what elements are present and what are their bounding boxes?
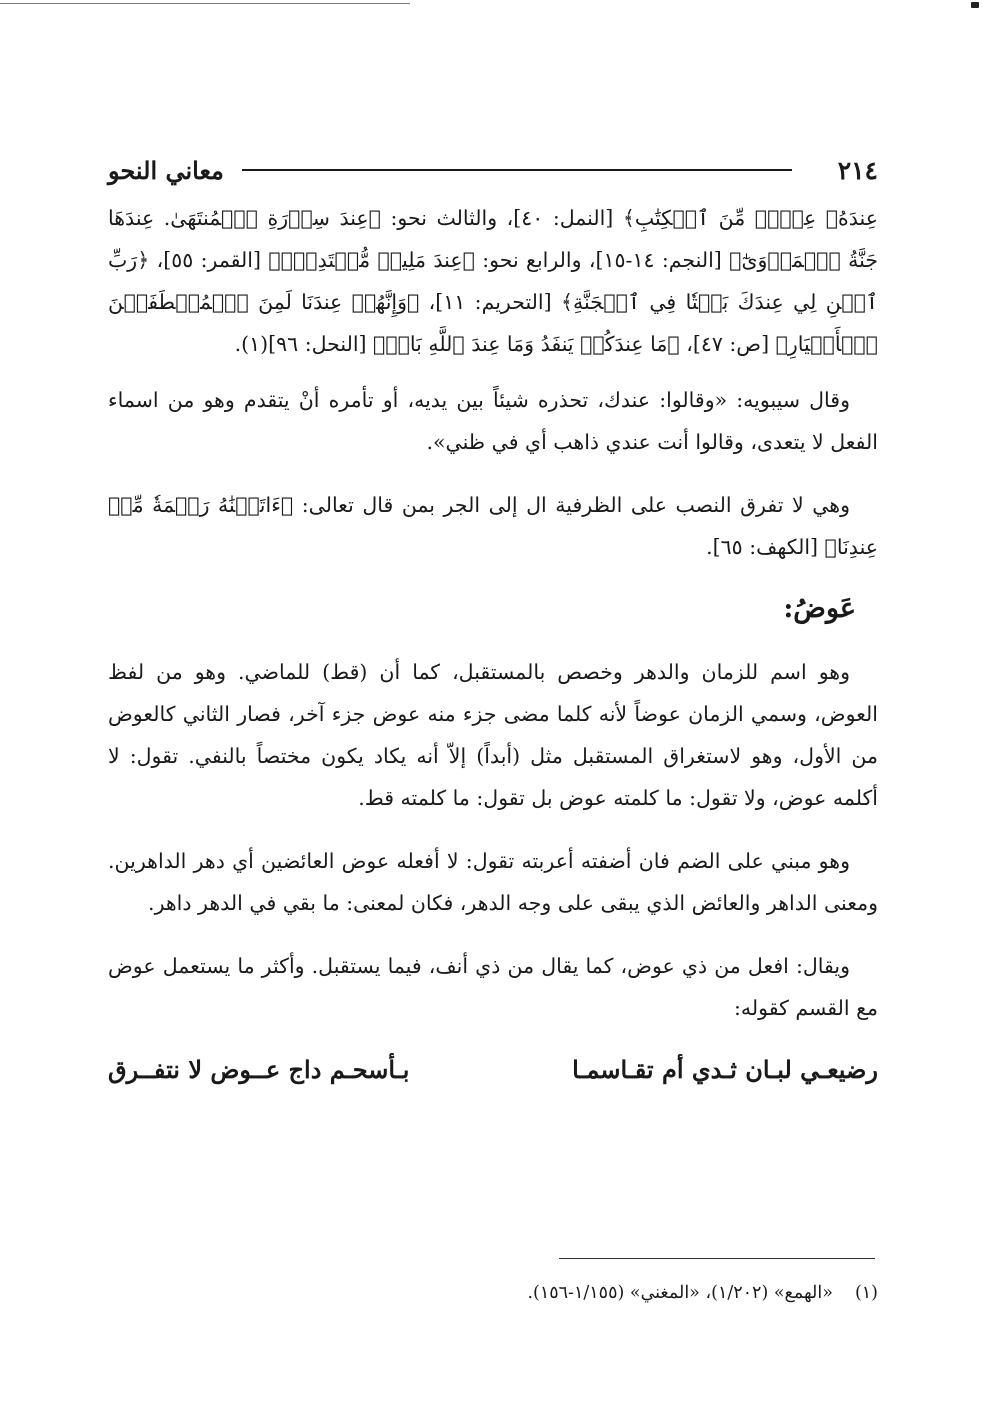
page-header — [108, 150, 878, 190]
footnote-number: (١) — [854, 1283, 878, 1303]
verse-first-hemistich: رضيعـي لبـان ثـدي أم تقـاسمـا — [572, 1055, 878, 1084]
paragraph-min-jarr-text: وهي لا تفرق النصب على الظرفية ال إلى الجر بمن قال تعالى: ﴿ءَاتَيۡنَٰهُ رَحۡمَةٗ مِّنۡ عِندِنَا﴾ [الكهف: ٦٥]. — [108, 493, 878, 559]
paragraph-min-jarr — [108, 484, 878, 568]
verse-second-hemistich: بـأسحـم داج عــوض لا نتفــرق — [108, 1055, 410, 1084]
paragraph-sibawayh-text: وقال سيبويه: «وقالوا: عندك، تحذره شيئاً بين يديه، أو تأمره أنْ يتقدم وهو من اسماء الفعل لا يتعدى، وقالوا أنت عندي ذاهب أي في ظني». — [108, 388, 878, 454]
paragraph-awad-meaning-text: وهو اسم للزمان والدهر وخصص بالمستقبل، كما أن (قط) للماضي. وهو من لفظ العوض، وسمي الزمان عوضاً لأنه كلما مضى جزء منه عوض جزء آخر، فصار الثاني كالعوض من الأول، وهو لاستغراق المستقبل مثل (أبداً) إلاّ أنه يكاد يكون مختصاً بالنفي. تقول: لا أكلمه عوض، ولا تقول: ما كلمته عوض بل تقول: ما كلمته قط. — [108, 660, 878, 810]
footnote-rule — [559, 1258, 875, 1259]
paragraph-awad-qasam — [108, 945, 878, 1029]
poetry-verse — [108, 1050, 878, 1090]
footnote — [108, 1280, 878, 1306]
scan-edge-line — [0, 3, 410, 4]
header-rule — [242, 169, 792, 171]
paragraph-awad-qasam-text: ويقال: افعل من ذي عوض، كما يقال من ذي أنف، فيما يستقبل. وأكثر ما يستعمل عوض مع القسم كقوله: — [108, 954, 878, 1020]
page-number: ٢١٤ — [837, 155, 878, 185]
section-title: عَوضُ: — [783, 593, 856, 624]
paragraph-awad-mabni-text: وهو مبني على الضم فان أضفته أعربته تقول: لا أفعله عوض العائضين أي دهر الداهرين. ومعنى الداهر والعائض الذي يبقى على وجه الدهر، فكان لمعنى: ما بقي في الدهر داهر. — [108, 849, 878, 915]
paragraph-quran-examples: عِندَهُۥ عِلۡمٞ مِّنَ ٱلۡكِتَٰبِ﴾ [النمل: ٤٠]، والثالث نحو: ﴿عِندَ سِدۡرَةِ ٱلۡمُنتَهَىٰ. عِندَهَا جَنَّةُ ٱلۡمَأۡوَىٰٓ﴾ [النجم: ١٤-١٥]، والرابع نحو: ﴿عِندَ مَلِيكٖ مُّقۡتَدِرِۭ﴾ [القمر: ٥٥]، ﴿رَبِّ ٱبۡنِ لِي عِندَكَ بَيۡتٗا فِي ٱلۡجَنَّةِ﴾ [التحريم: ١١]، ﴿وَإِنَّهُمۡ عِندَنَا لَمِنَ ٱلۡمُصۡطَفَيۡنَ ٱلۡأَخۡيَارِ﴾ [ص: ٤٧]، ﴿مَا عِندَكُمۡ يَنفَدُ وَمَا عِندَ ٱللَّهِ بَاقٖ﴾ [النحل: ٩٦](١). — [108, 206, 878, 356]
paragraph-awad-meaning — [108, 651, 878, 819]
scan-corner-mark — [971, 2, 979, 8]
paragraph-sibawayh — [108, 379, 878, 463]
running-title: معاني النحو — [108, 155, 224, 185]
paragraph-awad-mabni — [108, 840, 878, 924]
footnote-text: «الهمع» (١/٢٠٢)، «المغني» (١/١٥٥-١٥٦). — [527, 1283, 833, 1303]
page-body — [108, 197, 878, 1090]
